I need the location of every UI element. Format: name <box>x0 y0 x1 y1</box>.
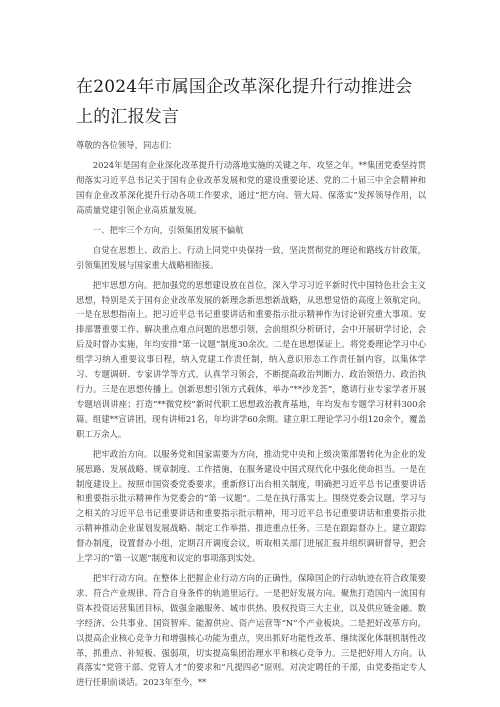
salutation: 尊敬的各位领导，同志们： <box>76 140 177 150</box>
paragraph: 2024年是国有企业深化改革提升行动落地实施的关键之年、攻坚之年。**集团党委坚持贯彻落实习近平总书记关于国有企业改革发展和党的建设重要论述、党的二十届三中全会精神和国有企业改革深化提升行动各项工作要求，通过“把方向、管大局、保落实”发挥领导作用，以高质量党建引领企业高质量发展。 <box>76 160 426 215</box>
paragraph: 自觉在思想上、政治上、行动上同党中央保持一致，坚决贯彻党的理论和路线方针政策，引领集团发展与国家重大战略相衔接。 <box>76 244 426 270</box>
paragraph: 把牢行动方向。在整体上把握企业行动方向的正确性，保障国企的行动轨迹在符合政策要求、符合产业规律、符合自身条件的轨道里运行。一是把好发展方向。聚焦打造国内一流国有资本投资运营集团目标，做强金融服务、城市供热、股权投资三大主业，以及供应链金融、数字经济、公共事业、国资智库、能源供应、资产运营等“N”个产业板块。二是把好改革方向。以提高企业核心竞争力和增强核心功能为重点，突出抓好功能性改革、继续深化体制机制性改革，抓重点、补短板、强弱项，切实提高集团治理水平和核心竞争力。三是把好用人方向。认真落实“党管干部、党管人才”的要求和“凡提四必”原则。对决定聘任的干部，由党委指定专人进行任职前谈话。2023年至今，** <box>76 573 426 688</box>
paragraph: 把牢思想方向。把加强党的思想建设放在首位，深入学习习近平新时代中国特色社会主义思想，特别是关于国有企业改革发展的新理念新思想新战略，从思想觉悟的高度上领航定向。一是在思想指南上。把习近平总书记重要讲话和重要指示批示精神作为讨论研究重大事项、安排部署重要工作、解决重点难点问题的思想引领，会前组织分析研讨，会中开展研学讨论，会后及时督办实施，年均安排“第一议题”制度30余次。二是在思想保证上。将党委理论学习中心组学习纳入重要议事日程，纳入党建工作责任制，纳入意识形态工作责任制内容，以集体学习、专题调研、专家讲学等方式，认真学习领会，不断提高政治判断力、政治领悟力、政治执行力。三是在思想传播上。创新思想引领方式载体，举办“**沙龙荟”，邀请行业专家学者开展专题培训讲座；打造“**微党校”新时代职工思想政治教育基地，年均发布专题学习材料300余篇。组建**宣讲团，现有讲师21名，年均讲学60余期。建立职工理论学习小组120余个，覆盖职工万余人。 <box>76 279 426 439</box>
section-heading: 一、把牢三个方向，引领集团发展不偏航 <box>92 224 244 235</box>
document-body <box>76 138 426 695</box>
page-title: 在2024年市属国企改革深化提升行动推进会上的汇报发言 <box>76 77 413 127</box>
paragraph: 把牢政治方向。以服务党和国家需要为方向，推动党中央和上级决策部署转化为企业的发展思路、发展战略、规章制度、工作措施，在服务建设中国式现代化中强化使命担当。一是在制度建设上。按照市国资委党委要求，重新修订出台相关制度，明确把习近平总书记重要讲话和重要指示批示精神作为党委会的“第一议题”。二是在执行落实上。围绕党委会议题，学习与之相关的习近平总书记重要讲话和重要指示批示精神，用习近平总书记重要讲话和重要指示批示精神推动企业谋划发展战略、制定工作举措、推进重点任务。三是在跟踪督办上。建立跟踪督办制度，设置督办小组，定期召开调度会议，听取相关部门进展汇报并组织调研督导，把会上学习的“第一议题”制度和议定的事项落到实处。 <box>76 448 426 564</box>
